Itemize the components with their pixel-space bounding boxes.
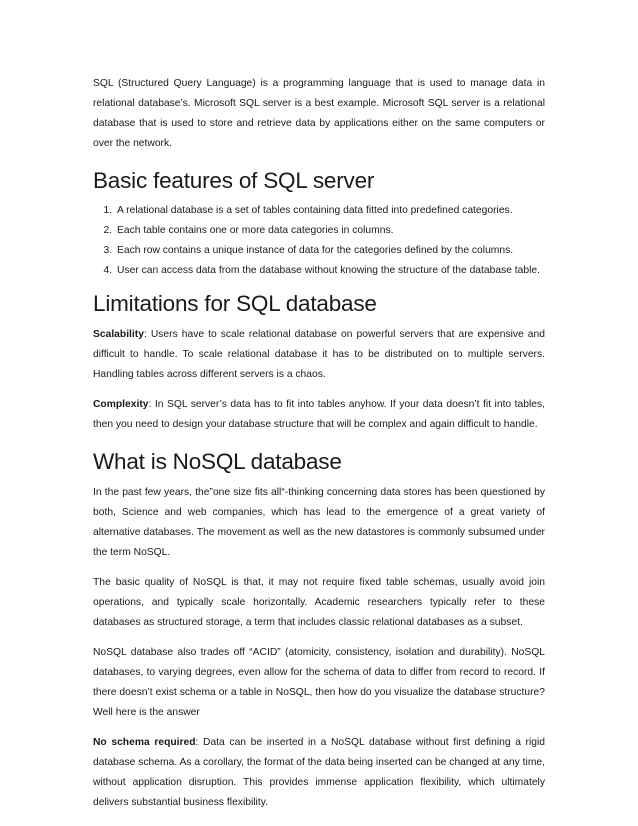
nosql-paragraph-3: NoSQL database also trades off “ACID” (atomicity, consistency, isolation and durability). NoSQL databases, to varying degrees, even allow for the schema of data to differ from record to record. If there doesn’t exist schema or a table in NoSQL, then how do you visualize the database structure? Well here is the answer	[93, 647, 545, 718]
intro-paragraph: SQL (Structured Query Language) is a programming language that is used to manage data in relational database’s. Microsoft SQL server is a best example. Microsoft SQL server is a relational database that is used to store and retrieve data by applications either on the same computers or over the network.	[93, 78, 545, 149]
feature-item-3: 3. Each row contains a unique instance of data for the categories defined by the columns.	[115, 242, 545, 259]
features-list	[93, 202, 545, 279]
no-schema-text: : Data can be inserted in a NoSQL database without first defining a rigid database schema. As a corollary, the format of the data being inserted can be changed at any time, without application disruption. This provides immense application flexibility, which ultimately delivers substantial business flexibility.	[93, 737, 546, 808]
feature-item-1: 1. A relational database is a set of tables containing data fitted into predefined categories.	[115, 202, 545, 219]
scalability-paragraph	[93, 325, 545, 385]
scalability-text: : Users have to scale relational database on powerful servers that are expensive and difficult to handle. To scale relational database it has to be distributed on to multiple servers. Handling tables across different servers is a chaos.	[93, 329, 545, 380]
complexity-term: Complexity	[93, 399, 149, 410]
limitations-heading: Limitations for SQL database	[93, 291, 377, 316]
nosql-heading: What is NoSQL database	[93, 449, 342, 474]
nosql-paragraph-2: The basic quality of NoSQL is that, it may not require fixed table schemas, usually avoid join operations, and typically scale horizontally. Academic researchers typically refer to these databases as structured storage, a term that includes classic relational databases as a subset.	[93, 577, 545, 628]
complexity-paragraph	[93, 395, 545, 435]
feature-item-4: 4. User can access data from the database without knowing the structure of the database table.	[115, 262, 545, 279]
no-schema-term: No schema required	[93, 737, 196, 748]
nosql-paragraph-1: In the past few years, the”one size fits all“-thinking concerning data stores has been questioned by both, Science and web companies, which has lead to the emergence of a great variety of alternative databases. The movement as well as the new datastores is commonly subsumed under the term NoSQL.	[93, 487, 545, 558]
complexity-text: : In SQL server’s data has to fit into tables anyhow. If your data doesn’t fit into tables, then you need to design your database structure that will be complex and again difficult to handle.	[93, 399, 545, 430]
feature-item-2: 2. Each table contains one or more data categories in columns.	[115, 222, 545, 239]
scalability-term: Scalability	[93, 329, 144, 340]
no-schema-paragraph	[93, 733, 545, 813]
features-heading: Basic features of SQL server	[93, 168, 375, 193]
